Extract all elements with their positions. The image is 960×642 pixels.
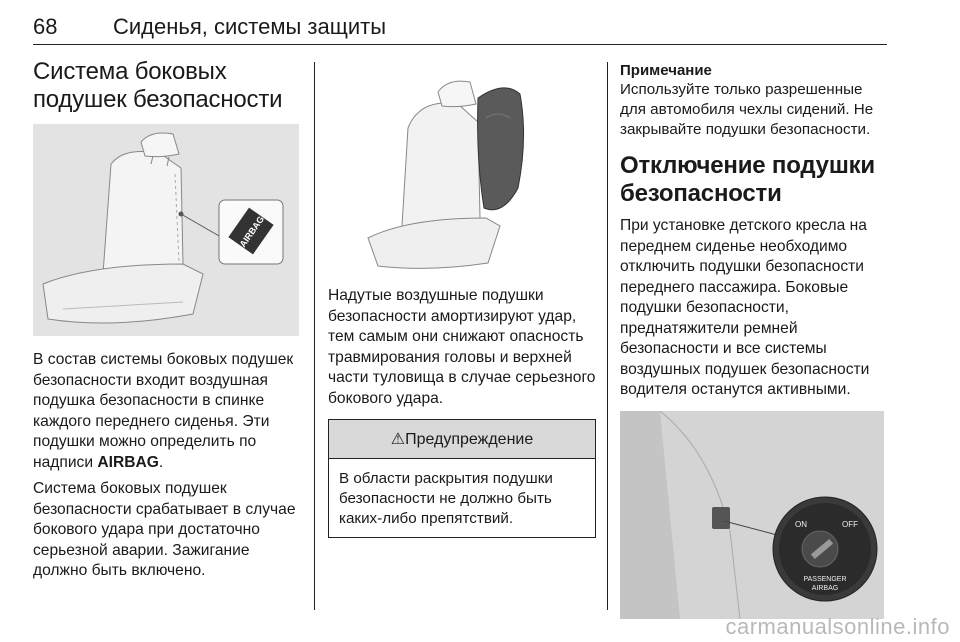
paragraph-airbag-effect: Надутые воздушные подушки безопасности амортизируют удар, тем самым они снижают опасность травмирования головы и верхней части туловища в случае серьезного бокового удара. xyxy=(328,287,596,407)
column-divider-left xyxy=(314,62,315,610)
section-title-airbag-deactivation: Отключение подушки безопасности xyxy=(620,152,875,207)
warning-header xyxy=(329,420,595,459)
airbag-keyword: AIRBAG xyxy=(97,453,159,471)
figure-airbag-label: AIRBAG xyxy=(237,214,267,249)
note-title: Примечание xyxy=(620,62,712,79)
chapter-title: Сиденья, системы защиты xyxy=(113,14,387,39)
header-divider xyxy=(33,44,887,45)
warning-icon: ⚠ xyxy=(390,431,406,448)
column-1 xyxy=(33,58,301,588)
page-header xyxy=(33,8,887,46)
switch-off-label: OFF xyxy=(842,519,858,529)
column-3 xyxy=(620,58,890,619)
column-2 xyxy=(328,58,596,538)
section-title-side-airbags: Система боковых подушек безопасности xyxy=(33,58,283,113)
paragraph-airbag-deactivation: При установке детского кресла на переднем сиденье необходимо отключить подушки безопасности переднего пассажира. Боковые подушки безопасности, преднатяжители ремней безопасности и все системы воздушных подушек безопасности водителя останутся активными. xyxy=(620,217,870,398)
paragraph-side-airbag-description: В состав системы боковых подушек безопасности входит воздушная подушка безопасности в спинке каждого переднего сиденья. Эти подушки можно определить по надписи AIRBAG. xyxy=(33,351,294,471)
warning-box xyxy=(328,419,596,538)
switch-airbag-label: AIRBAG xyxy=(811,584,839,592)
figure-seat-airbag-label xyxy=(33,124,299,336)
watermark: carmanualsonline.info xyxy=(725,614,950,639)
paragraph-side-airbag-trigger: Система боковых подушек безопасности срабатывает в случае бокового удара при достаточно серьезной аварии. Зажигание должно быть включено. xyxy=(33,480,296,579)
note-block xyxy=(620,62,890,140)
figure-passenger-airbag-switch xyxy=(620,411,884,619)
figure-seat-airbag-deployed xyxy=(328,58,594,276)
warning-text: В области раскрытия подушки безопасности не должно быть каких-либо препятствий. xyxy=(339,470,553,527)
warning-title: Предупреждение xyxy=(405,431,534,448)
switch-passenger-label: PASSENGER xyxy=(803,575,847,583)
switch-on-label: ON xyxy=(795,519,807,529)
page-number: 68 xyxy=(33,14,58,39)
note-text: Используйте только разрешенные для автомобиля чехлы сидений. Не закрывайте подушки безопасности. xyxy=(620,81,874,138)
column-divider-right xyxy=(607,62,608,610)
